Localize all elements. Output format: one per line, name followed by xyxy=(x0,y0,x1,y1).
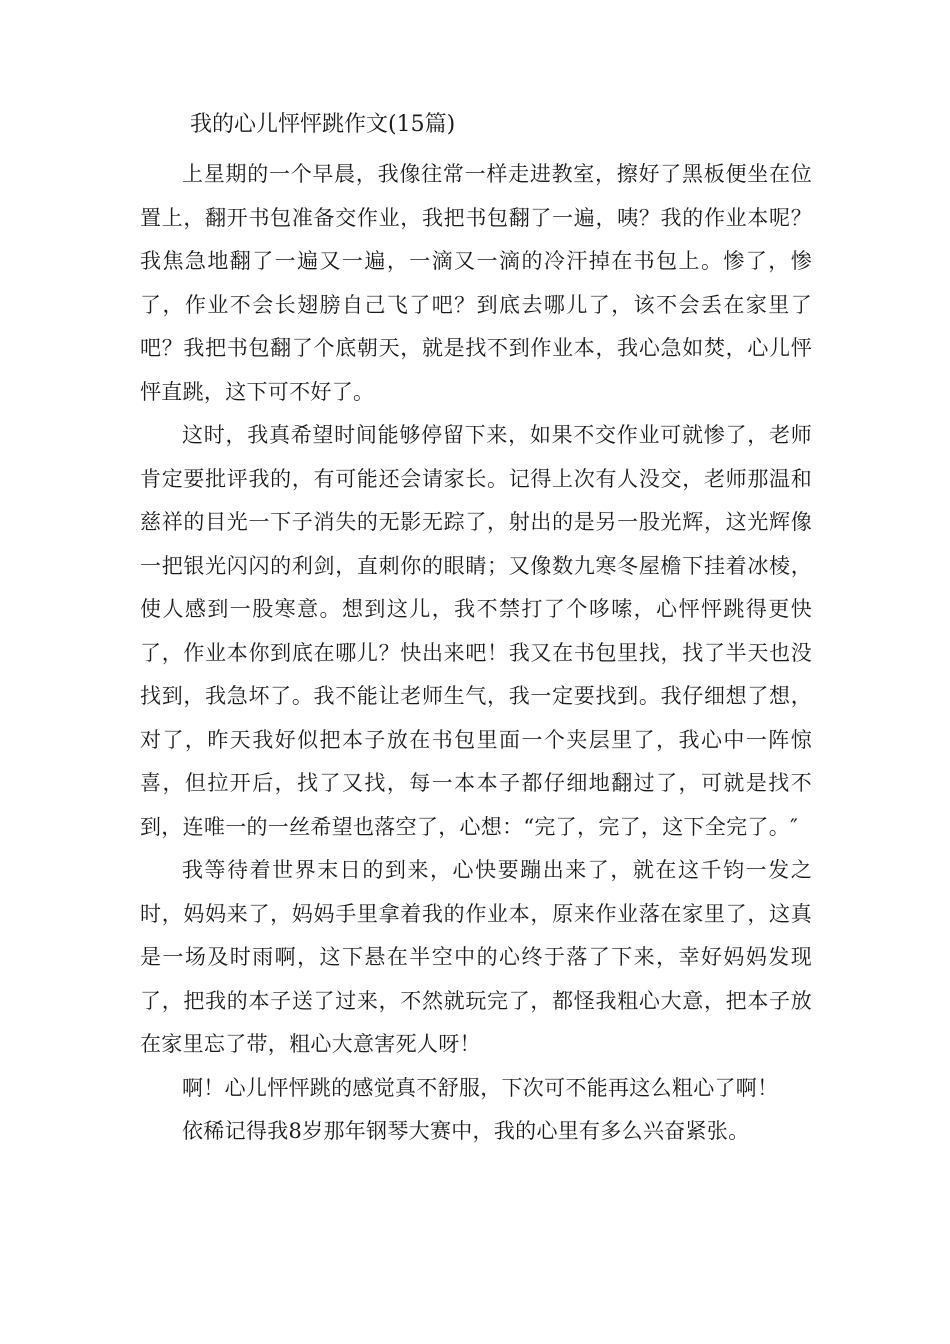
paragraph-5: 依稀记得我8岁那年钢琴大赛中，我的心里有多么兴奋紧张。 xyxy=(182,1119,750,1143)
paragraph-1: 上星期的一个早晨，我像往常一样走进教室，擦好了黑板便坐在位置上，翻开书包准备交作业，我把书包翻了一遍，咦？我的作业本呢？我焦急地翻了一遍又一遍，一滴又一滴的冷汗掉在书包上。惨了，惨了，作业不会长翅膀自己飞了吧？到底去哪儿了，该不会丢在家里了吧？我把书包翻了个底朝天，就是找不到作业本，我心急如焚，心儿怦怦直跳，这下可不好了。 xyxy=(140,162,812,404)
page-title: 我的心儿怦怦跳作文(15篇) xyxy=(190,112,456,137)
article-body xyxy=(140,153,812,1154)
paragraph-2: 这时，我真希望时间能够停留下来，如果不交作业可就惨了，老师肯定要批评我的，有可能还会请家长。记得上次有人没交，老师那温和慈祥的目光一下子消失的无影无踪了，射出的是另一股光辉，这光辉像一把银光闪闪的利剑，直刺你的眼睛；又像数九寒冬屋檐下挂着冰棱，使人感到一股寒意。想到这儿，我不禁打了个哆嗦，心怦怦跳得更快了，作业本你到底在哪儿？快出来吧！我又在书包里找，找了半天也没找到，我急坏了。我不能让老师生气，我一定要找到。我仔细想了想，对了，昨天我好似把本子放在书包里面一个夹层里了，我心中一阵惊喜，但拉开后，找了又找，每一本本子都仔细地翻过了，可就是找不到，连唯一的一丝希望也落空了，心想：“完了，完了，这下全完了。″ xyxy=(140,423,812,839)
paragraph-4: 啊！心儿怦怦跳的感觉真不舒服，下次可不能再这么粗心了啊！ xyxy=(182,1075,779,1100)
paragraph-3: 我等待着世界末日的到来，心快要蹦出来了，就在这千钧一发之时，妈妈来了，妈妈手里拿着我的作业本，原来作业落在家里了，这真是一场及时雨啊，这下悬在半空中的心终于落了下来，幸好妈妈发现了，把我的本子送了过来，不然就玩完了，都怪我粗心大意，把本子放在家里忘了带，粗心大意害死人呀！ xyxy=(140,858,812,1056)
